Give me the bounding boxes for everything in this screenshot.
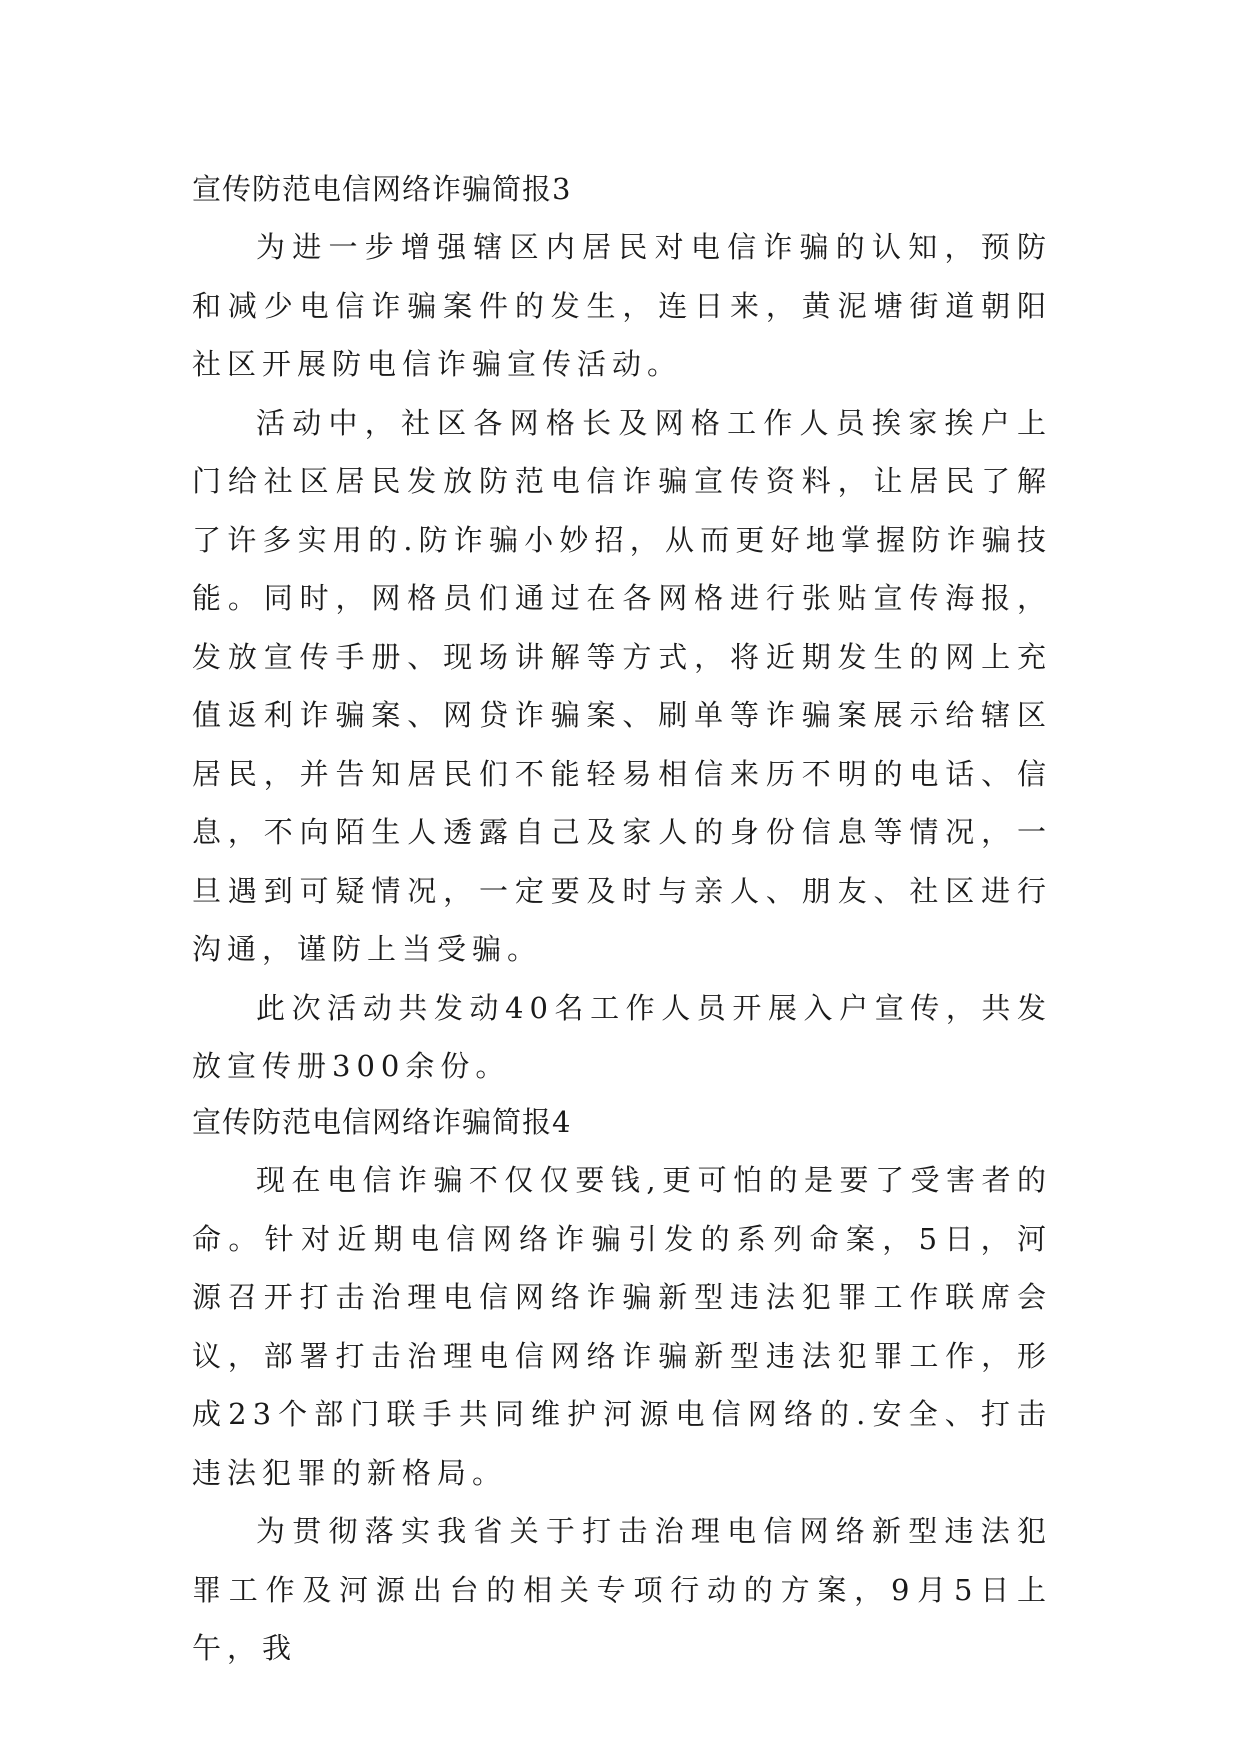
paragraph: 此次活动共发动40名工作人员开展入户宣传，共发放宣传册300余份。 <box>192 990 1052 1083</box>
paragraph: 活动中，社区各网格长及网格工作人员挨家挨户上门给社区居民发放防范电信诈骗宣传资料，让居民了解了许多实用的.防诈骗小妙招，从而更好地掌握防诈骗技能。同时，网格员们通过在各网格进行张贴宣传海报，发放宣传手册、现场讲解等方式，将近期发生的网上充值返利诈骗案、网贷诈骗案、刷单等诈骗案展示给辖区居民，并告知居民们不能轻易相信来历不明的电话、信息，不向陌生人透露自己及家人的身份信息等情况，一旦遇到可疑情况，一定要及时与亲人、朋友、社区进行沟通，谨防上当受骗。 <box>192 405 1052 966</box>
paragraph: 为进一步增强辖区内居民对电信诈骗的认知，预防和减少电信诈骗案件的发生，连日来，黄泥塘街道朝阳社区开展防电信诈骗宣传活动。 <box>192 230 1052 381</box>
section-title: 宣传防范电信网络诈骗简报3 <box>192 172 572 206</box>
briefing-section-4 <box>192 1093 1052 1678</box>
section-title: 宣传防范电信网络诈骗简报4 <box>192 1105 572 1139</box>
briefing-section-3 <box>192 160 1052 1096</box>
paragraph: 为贯彻落实我省关于打击治理电信网络新型违法犯罪工作及河源出台的相关专项行动的方案，9月5日上午，我 <box>192 1514 1052 1665</box>
paragraph: 现在电信诈骗不仅仅要钱,更可怕的是要了受害者的命。针对近期电信网络诈骗引发的系列命案，5日，河源召开打击治理电信网络诈骗新型违法犯罪工作联席会议，部署打击治理电信网络诈骗新型违法犯罪工作，形成23个部门联手共同维护河源电信网络的.安全、打击违法犯罪的新格局。 <box>192 1163 1052 1490</box>
